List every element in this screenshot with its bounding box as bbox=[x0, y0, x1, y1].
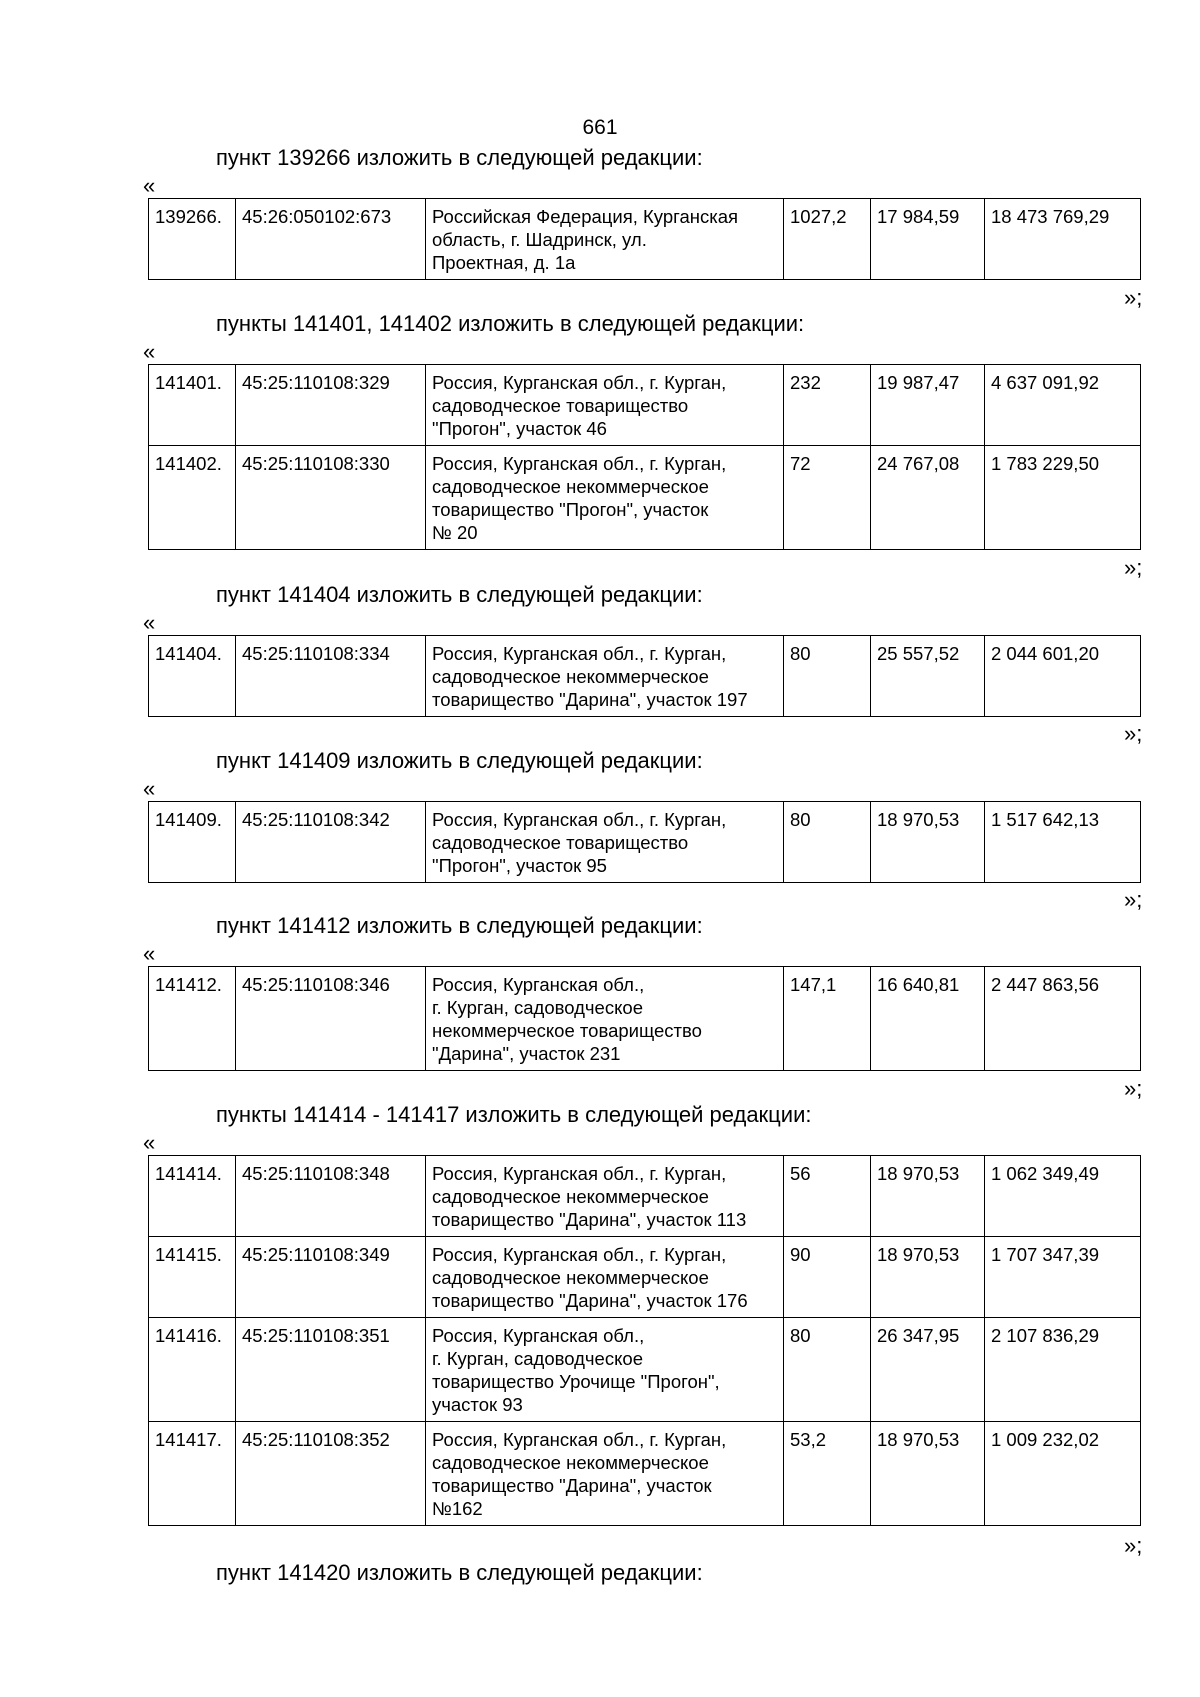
cadastral-value: 2 447 863,56 bbox=[985, 967, 1141, 1071]
cadastral-value: 1 783 229,50 bbox=[985, 446, 1141, 550]
cadastral-price: 18 970,53 bbox=[871, 1422, 985, 1526]
cadastral-price: 16 640,81 bbox=[871, 967, 985, 1071]
section-instruction: пункт 141409 изложить в следующей редакции: bbox=[216, 748, 703, 773]
area: 80 bbox=[784, 1318, 871, 1422]
close-quote: »; bbox=[1124, 1076, 1143, 1101]
cadastral-value: 1 062 349,49 bbox=[985, 1156, 1141, 1237]
item-number: 141417. bbox=[149, 1422, 236, 1526]
section-instruction: пункт 141404 изложить в следующей редакции: bbox=[216, 582, 703, 607]
area: 80 bbox=[784, 636, 871, 717]
cadastral-value: 1 009 232,02 bbox=[985, 1422, 1141, 1526]
area: 53,2 bbox=[784, 1422, 871, 1526]
section-instruction: пункт 141420 изложить в следующей редакции: bbox=[216, 1560, 703, 1585]
table-row bbox=[149, 199, 1141, 280]
area: 56 bbox=[784, 1156, 871, 1237]
amendment-table bbox=[148, 966, 1141, 1071]
item-number: 141416. bbox=[149, 1318, 236, 1422]
amendment-table bbox=[148, 801, 1141, 883]
open-quote: « bbox=[143, 339, 156, 364]
close-quote: »; bbox=[1124, 721, 1143, 746]
area: 72 bbox=[784, 446, 871, 550]
page-number: 661 bbox=[582, 116, 618, 139]
item-number: 141404. bbox=[149, 636, 236, 717]
item-number: 139266. bbox=[149, 199, 236, 280]
section-instruction: пункты 141401, 141402 изложить в следующей редакции: bbox=[216, 311, 805, 336]
cadastral-number: 45:25:110108:334 bbox=[236, 636, 426, 717]
area: 232 bbox=[784, 365, 871, 446]
cadastral-number: 45:25:110108:349 bbox=[236, 1237, 426, 1318]
table-row bbox=[149, 1156, 1141, 1237]
table-row bbox=[149, 365, 1141, 446]
address: Россия, Курганская обл., г. Курган, садоводческое некоммерческое товарищество "Прогон", участок № 20 bbox=[426, 446, 784, 550]
cadastral-value: 4 637 091,92 bbox=[985, 365, 1141, 446]
address: Россия, Курганская обл., г. Курган, садоводческое некоммерческое товарищество "Дарина", участок 197 bbox=[426, 636, 784, 717]
address: Россия, Курганская обл., г. Курган, садоводческое некоммерческое товарищество "Дарина", участок 176 bbox=[426, 1237, 784, 1318]
table-row bbox=[149, 1422, 1141, 1526]
table-row bbox=[149, 1237, 1141, 1318]
open-quote: « bbox=[143, 776, 156, 801]
cadastral-price: 24 767,08 bbox=[871, 446, 985, 550]
cadastral-number: 45:26:050102:673 bbox=[236, 199, 426, 280]
cadastral-value: 1 517 642,13 bbox=[985, 802, 1141, 883]
cadastral-price: 18 970,53 bbox=[871, 802, 985, 883]
cadastral-value: 2 044 601,20 bbox=[985, 636, 1141, 717]
address: Россия, Курганская обл., г. Курган, садоводческое товарищество "Прогон", участок 46 bbox=[426, 365, 784, 446]
table-row bbox=[149, 1318, 1141, 1422]
item-number: 141401. bbox=[149, 365, 236, 446]
address: Россия, Курганская обл., г. Курган, садоводческое товарищество Урочище "Прогон", участок 93 bbox=[426, 1318, 784, 1422]
address: Россия, Курганская обл., г. Курган, садоводческое товарищество "Прогон", участок 95 bbox=[426, 802, 784, 883]
cadastral-price: 17 984,59 bbox=[871, 199, 985, 280]
cadastral-value: 2 107 836,29 bbox=[985, 1318, 1141, 1422]
cadastral-number: 45:25:110108:330 bbox=[236, 446, 426, 550]
section-instruction: пункты 141414 - 141417 изложить в следующей редакции: bbox=[216, 1102, 812, 1127]
cadastral-number: 45:25:110108:351 bbox=[236, 1318, 426, 1422]
section-instruction: пункт 139266 изложить в следующей редакции: bbox=[216, 145, 703, 170]
cadastral-price: 19 987,47 bbox=[871, 365, 985, 446]
open-quote: « bbox=[143, 941, 156, 966]
item-number: 141415. bbox=[149, 1237, 236, 1318]
item-number: 141409. bbox=[149, 802, 236, 883]
address: Россия, Курганская обл., г. Курган, садоводческое некоммерческое товарищество "Дарина", участок №162 bbox=[426, 1422, 784, 1526]
close-quote: »; bbox=[1124, 887, 1143, 912]
cadastral-price: 26 347,95 bbox=[871, 1318, 985, 1422]
open-quote: « bbox=[143, 1130, 156, 1155]
cadastral-number: 45:25:110108:342 bbox=[236, 802, 426, 883]
cadastral-price: 25 557,52 bbox=[871, 636, 985, 717]
area: 90 bbox=[784, 1237, 871, 1318]
cadastral-number: 45:25:110108:348 bbox=[236, 1156, 426, 1237]
cadastral-price: 18 970,53 bbox=[871, 1237, 985, 1318]
open-quote: « bbox=[143, 610, 156, 635]
table-row bbox=[149, 802, 1141, 883]
address: Россия, Курганская обл., г. Курган, садоводческое некоммерческое товарищество "Дарина", участок 231 bbox=[426, 967, 784, 1071]
cadastral-number: 45:25:110108:346 bbox=[236, 967, 426, 1071]
amendment-table bbox=[148, 635, 1141, 717]
item-number: 141402. bbox=[149, 446, 236, 550]
area: 80 bbox=[784, 802, 871, 883]
area: 147,1 bbox=[784, 967, 871, 1071]
table-row bbox=[149, 446, 1141, 550]
cadastral-number: 45:25:110108:352 bbox=[236, 1422, 426, 1526]
item-number: 141412. bbox=[149, 967, 236, 1071]
amendment-table bbox=[148, 1155, 1141, 1526]
close-quote: »; bbox=[1124, 285, 1143, 310]
cadastral-value: 1 707 347,39 bbox=[985, 1237, 1141, 1318]
amendment-table bbox=[148, 364, 1141, 550]
item-number: 141414. bbox=[149, 1156, 236, 1237]
cadastral-number: 45:25:110108:329 bbox=[236, 365, 426, 446]
close-quote: »; bbox=[1124, 1533, 1143, 1558]
table-row bbox=[149, 967, 1141, 1071]
cadastral-price: 18 970,53 bbox=[871, 1156, 985, 1237]
section-instruction: пункт 141412 изложить в следующей редакции: bbox=[216, 913, 703, 938]
area: 1027,2 bbox=[784, 199, 871, 280]
address: Российская Федерация, Курганская область, г. Шадринск, ул. Проектная, д. 1а bbox=[426, 199, 784, 280]
open-quote: « bbox=[143, 173, 156, 198]
cadastral-value: 18 473 769,29 bbox=[985, 199, 1141, 280]
amendment-table bbox=[148, 198, 1141, 280]
table-row bbox=[149, 636, 1141, 717]
close-quote: »; bbox=[1124, 555, 1143, 580]
address: Россия, Курганская обл., г. Курган, садоводческое некоммерческое товарищество "Дарина", участок 113 bbox=[426, 1156, 784, 1237]
